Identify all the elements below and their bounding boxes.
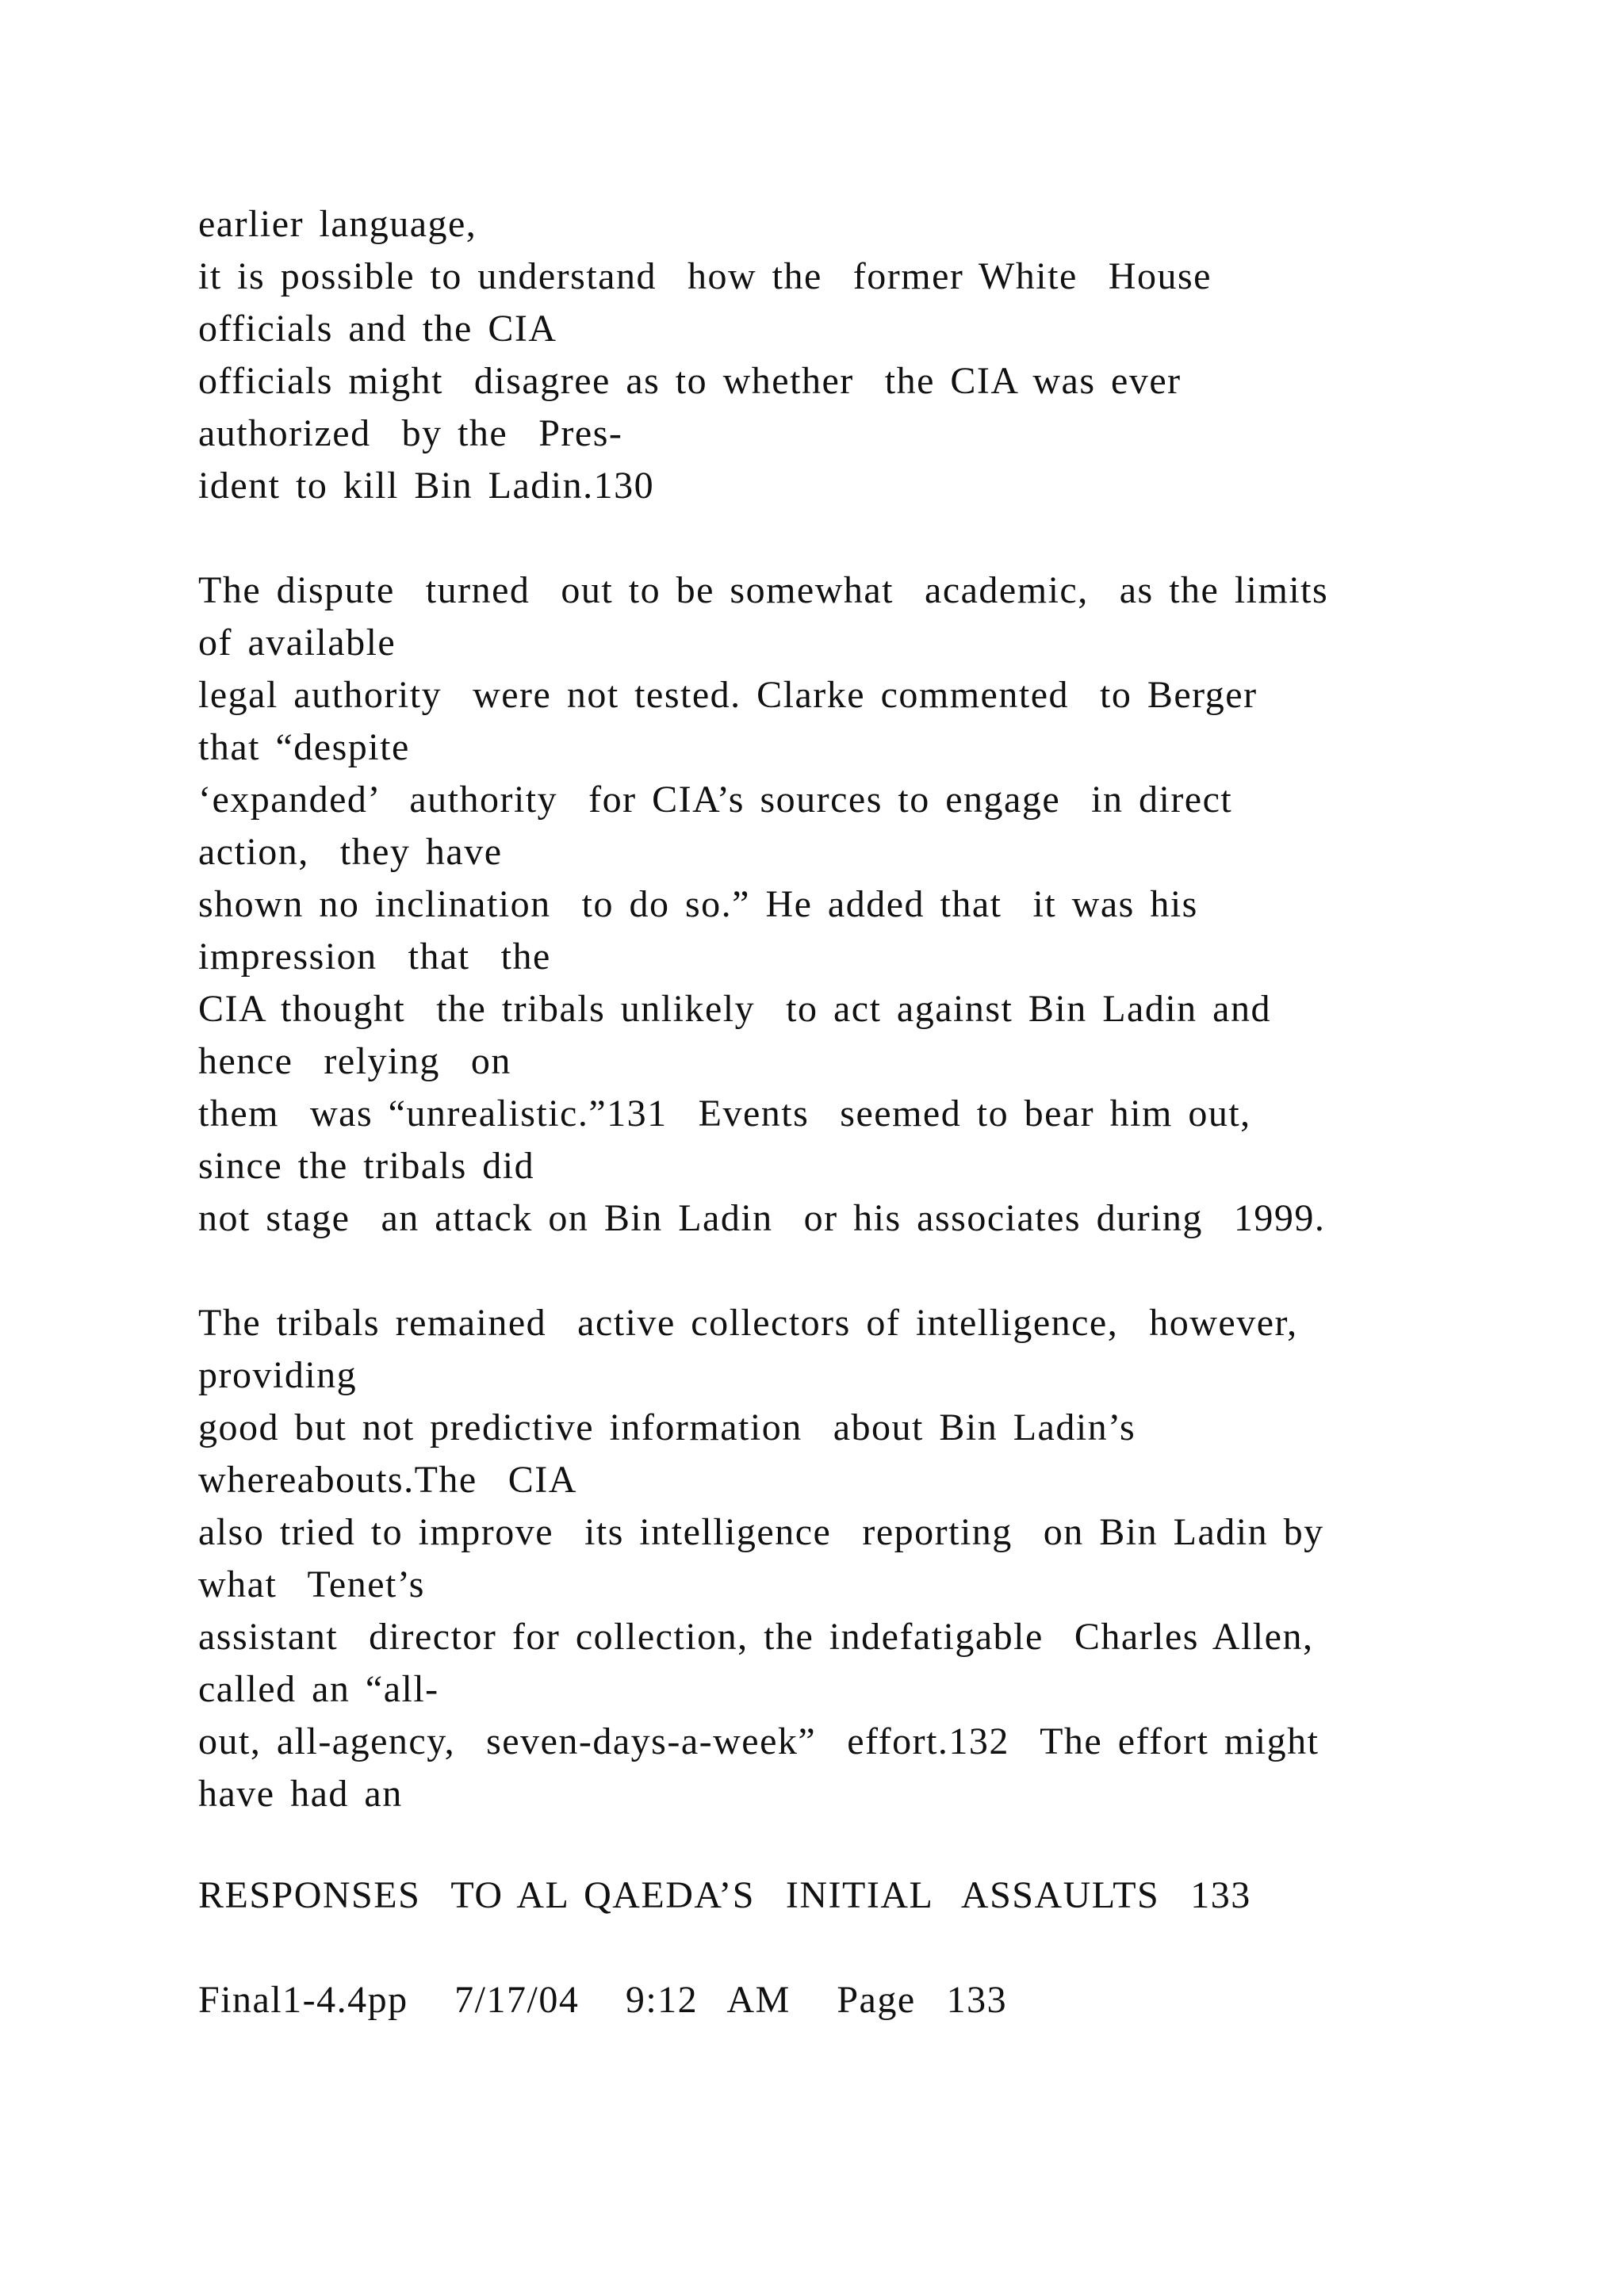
text-line: out, all-agency, seven-days-a-week” effort.132 The effort might (198, 1720, 1320, 1762)
text-line: what Tenet’s (198, 1563, 425, 1605)
text-line: that “despite (198, 726, 410, 768)
running-footer (198, 1869, 1251, 1922)
paragraph (198, 198, 1212, 512)
text-line: ‘expanded’ authority for CIA’s sources to engage in direct (198, 779, 1233, 821)
text-line: The tribals remained active collectors of intelligence, however, (198, 1302, 1298, 1344)
text-line: CIA thought the tribals unlikely to act against Bin Ladin and (198, 988, 1271, 1030)
text-line: officials might disagree as to whether the CIA was ever (198, 360, 1182, 402)
text-line: called an “all- (198, 1668, 439, 1710)
text-line: The dispute turned out to be somewhat academic, as the limits (198, 569, 1329, 611)
paragraph (198, 564, 1328, 1245)
text-line: hence relying on (198, 1040, 511, 1082)
text-line: shown no inclination to do so.” He added that it was his (198, 883, 1198, 925)
text-line: legal authority were not tested. Clarke commented to Berger (198, 674, 1258, 716)
paragraph (198, 1297, 1324, 1820)
text-line: assistant director for collection, the indefatigable Charles Allen, (198, 1616, 1314, 1658)
text-line: have had an (198, 1773, 403, 1815)
running-footer-text: RESPONSES TO AL QAEDA’S INITIAL ASSAULTS 133 (198, 1874, 1251, 1916)
text-line: officials and the CIA (198, 308, 557, 350)
text-line: whereabouts.The CIA (198, 1459, 577, 1501)
file-slug-text: Final1-4.4pp 7/17/04 9:12 AM Page 133 (198, 1979, 1008, 2021)
file-slug (198, 1974, 1007, 2026)
text-line: impression that the (198, 936, 551, 978)
text-line: action, they have (198, 831, 503, 873)
text-line: also tried to improve its intelligence reporting on Bin Ladin by (198, 1511, 1324, 1553)
text-line: it is possible to understand how the former White House (198, 255, 1212, 297)
text-line: authorized by the Pres- (198, 412, 623, 454)
text-line: not stage an attack on Bin Ladin or his associates during 1999. (198, 1197, 1326, 1239)
text-line: them was “unrealistic.”131 Events seemed to bear him out, (198, 1093, 1251, 1135)
text-line: since the tribals did (198, 1145, 535, 1187)
text-line: of available (198, 622, 396, 664)
text-line: earlier language, (198, 203, 477, 245)
text-line: providing (198, 1354, 358, 1396)
text-line: ident to kill Bin Ladin.130 (198, 465, 655, 507)
text-line: good but not predictive information about Bin Ladin’s (198, 1406, 1136, 1448)
